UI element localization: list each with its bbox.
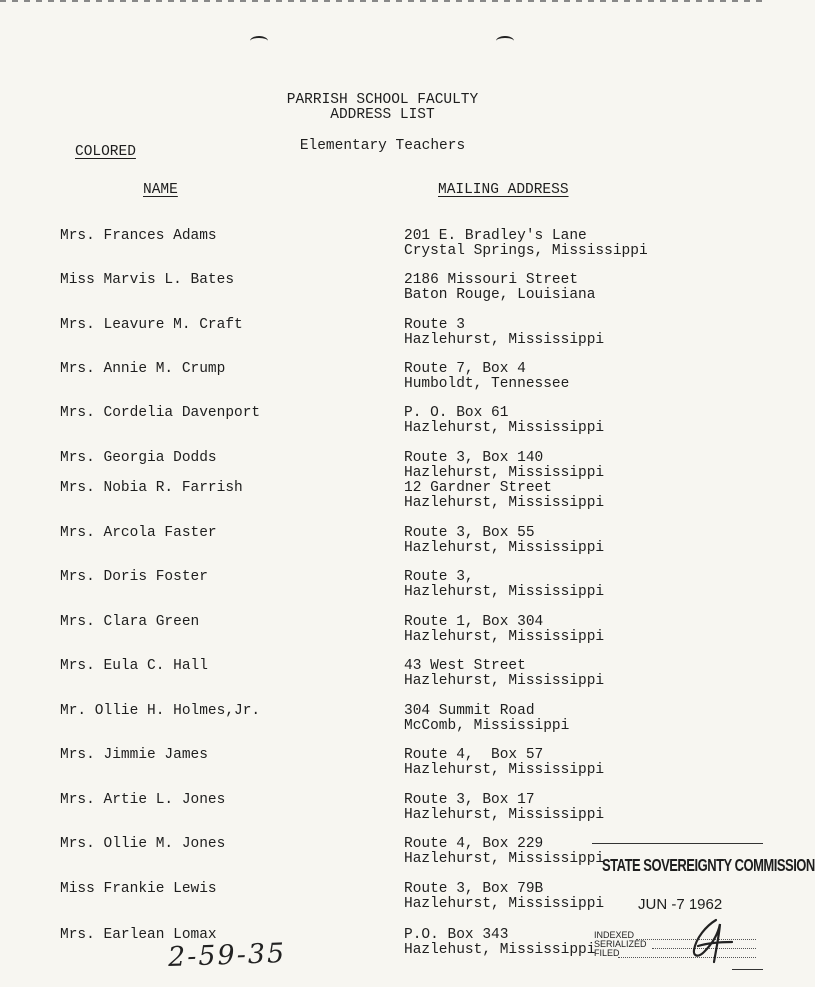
teacher-address-line1: Route 3, Box 79B xyxy=(404,881,544,897)
teacher-name: Mrs. Cordelia Davenport xyxy=(60,405,261,421)
doc-title-line2: ADDRESS LIST xyxy=(330,107,435,123)
teacher-address-line2: Hazlehurst, Mississippi xyxy=(404,584,605,600)
column-header-name: NAME xyxy=(143,182,178,198)
teacher-address-line2: McComb, Mississippi xyxy=(404,718,570,734)
teacher-address-line2: Baton Rouge, Louisiana xyxy=(404,287,596,303)
teacher-address-line2: Hazlehust, Mississippi xyxy=(404,942,596,958)
teacher-address-line1: P.O. Box 343 xyxy=(404,927,509,943)
teacher-address-line2: Hazlehurst, Mississippi xyxy=(404,465,605,481)
teacher-address-line1: Route 3, Box 17 xyxy=(404,792,535,808)
teacher-address-line1: Route 3, Box 55 xyxy=(404,525,535,541)
teacher-name: Mrs. Earlean Lomax xyxy=(60,927,217,943)
stamp-serialized: SERIALIZED xyxy=(594,939,647,949)
teacher-address-line2: Hazlehurst, Mississippi xyxy=(404,495,605,511)
stamp-indexed: INDEXED xyxy=(594,930,635,940)
stamp-rule xyxy=(732,969,763,970)
teacher-address-line2: Hazlehurst, Mississippi xyxy=(404,673,605,689)
perforation-edge xyxy=(0,0,763,2)
teacher-address-line1: Route 3, xyxy=(404,569,474,585)
teacher-address-line1: Route 1, Box 304 xyxy=(404,614,544,630)
teacher-address-line1: 12 Gardner Street xyxy=(404,480,552,496)
teacher-name: Mrs. Georgia Dodds xyxy=(60,450,217,466)
teacher-name: Mrs. Doris Foster xyxy=(60,569,208,585)
teacher-address-line2: Hazlehurst, Mississippi xyxy=(404,629,605,645)
column-header-address: MAILING ADDRESS xyxy=(438,182,569,198)
teacher-address-line2: Hazlehurst, Mississippi xyxy=(404,420,605,436)
teacher-name: Mrs. Annie M. Crump xyxy=(60,361,226,377)
teacher-address-line1: P. O. Box 61 xyxy=(404,405,509,421)
teacher-name: Mrs. Eula C. Hall xyxy=(60,658,208,674)
stamp-rule xyxy=(592,843,763,844)
stamp-filed: FILED xyxy=(594,948,620,958)
teacher-name: Mrs. Clara Green xyxy=(60,614,200,630)
teacher-address-line2: Crystal Springs, Mississippi xyxy=(404,243,648,259)
teacher-address-line1: 2186 Missouri Street xyxy=(404,272,579,288)
teacher-address-line2: Hazlehurst, Mississippi xyxy=(404,540,605,556)
teacher-name: Miss Frankie Lewis xyxy=(60,881,217,897)
doc-title-line1: PARRISH SCHOOL FACULTY xyxy=(286,92,479,108)
teacher-address-line1: Route 4, Box 57 xyxy=(404,747,544,763)
teacher-name: Mrs. Jimmie James xyxy=(60,747,208,763)
handwritten-file-number: 2-59-35 xyxy=(167,937,287,974)
teacher-address-line1: Route 3 xyxy=(404,317,465,333)
stamp-title: STATE SOVEREIGNTY COMMISSION xyxy=(602,855,815,876)
teacher-address-line1: 201 E. Bradley's Lane xyxy=(404,228,587,244)
teacher-name: Mr. Ollie H. Holmes,Jr. xyxy=(60,703,261,719)
initials-signature xyxy=(686,916,736,964)
teacher-name: Mrs. Leavure M. Craft xyxy=(60,317,243,333)
teacher-address-line1: Route 4, Box 229 xyxy=(404,836,544,852)
teacher-address-line2: Hazlehurst, Mississippi xyxy=(404,807,605,823)
teacher-address-line1: 304 Summit Road xyxy=(404,703,535,719)
teacher-name: Mrs. Frances Adams xyxy=(60,228,217,244)
teacher-address-line2: Hazlehurst, Mississippi xyxy=(404,896,605,912)
teacher-name: Mrs. Arcola Faster xyxy=(60,525,217,541)
teacher-address-line2: Hazlehurst, Mississippi xyxy=(404,762,605,778)
teacher-address-line1: 43 West Street xyxy=(404,658,526,674)
teacher-name: Mrs. Nobia R. Farrish xyxy=(60,480,243,496)
teacher-name: Mrs. Ollie M. Jones xyxy=(60,836,226,852)
teacher-address-line2: Hazlehurst, Mississippi xyxy=(404,332,605,348)
teacher-name: Miss Marvis L. Bates xyxy=(60,272,235,288)
commission-stamp xyxy=(592,843,815,983)
teacher-address-line1: Route 7, Box 4 xyxy=(404,361,526,377)
teacher-address-line1: Route 3, Box 140 xyxy=(404,450,544,466)
category-label: COLORED xyxy=(75,144,136,160)
doc-subtitle: Elementary Teachers xyxy=(299,138,466,154)
teacher-address-line2: Hazlehurst, Mississippi xyxy=(404,851,605,867)
teacher-name: Mrs. Artie L. Jones xyxy=(60,792,226,808)
teacher-address-line2: Humboldt, Tennessee xyxy=(404,376,570,392)
punch-mark xyxy=(250,36,268,46)
stamp-date: JUN -7 1962 xyxy=(638,896,723,913)
punch-mark xyxy=(496,36,514,46)
